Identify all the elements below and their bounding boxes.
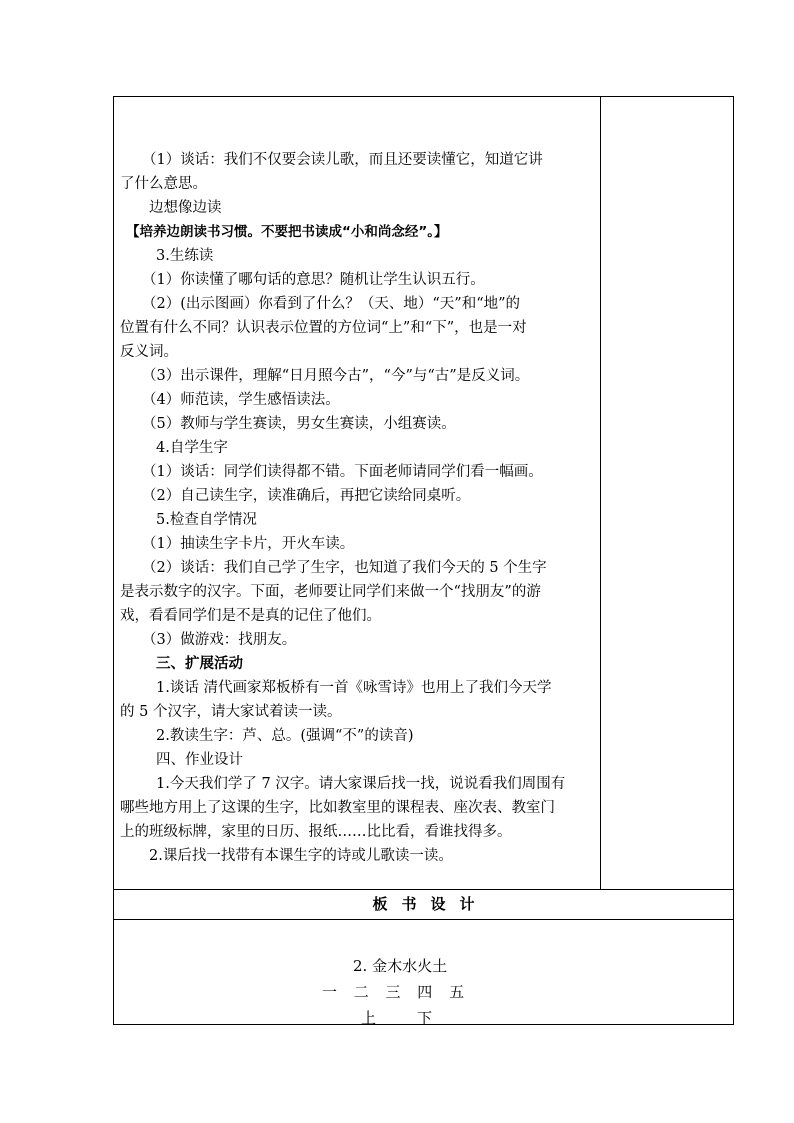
paragraph: 2.课后找一找带有本课生字的诗或儿歌读一读。 <box>149 848 453 864</box>
lesson-plan-table <box>113 96 734 1025</box>
section-heading: 3.生练读 <box>156 248 214 264</box>
paragraph: （1）谈话：同学们读得都不错。下面老师请同学们看一幅画。 <box>142 464 543 480</box>
paragraph: （4）师范读，学生感悟读法。 <box>142 392 340 408</box>
board-design <box>114 919 733 1027</box>
board-word-up: 上 <box>361 1009 377 1027</box>
paragraph: 上的班级标牌，家里的日历、报纸……比比看，看谁找得多。 <box>120 824 512 840</box>
paragraph: 位置有什么不同？认识表示位置的方位词“上”和“下”，也是一对 <box>120 320 527 336</box>
paragraph: 是表示数字的汉字。下面，老师要让同学们来做一个“找朋友”的游 <box>120 584 541 600</box>
paragraph: 2.教读生字：芦、总。(强调“不”的读音) <box>156 728 414 744</box>
paragraph: 1.谈话 清代画家郑板桥有一首《咏雪诗》也用上了我们今天学 <box>156 680 552 696</box>
board-lesson-title: 2. 金木水火土 <box>353 957 448 975</box>
paragraph: （5）教师与学生赛读，男女生赛读，小组赛读。 <box>142 416 456 432</box>
board-numbers: 一 二 三 四 五 <box>322 983 465 1001</box>
board-design-heading: 板书设计 <box>372 895 489 913</box>
teaching-note: 【培养边朗读书习惯。不要把书读成“小和尚念经”。】 <box>126 224 448 240</box>
section-heading: 四、作业设计 <box>156 752 243 768</box>
paragraph: （2）(出示图画）你看到了什么？（天、地）“天”和“地”的 <box>142 296 521 312</box>
paragraph: （3）出示课件，理解“日月照今古”，“今”与“古”是反义词。 <box>142 368 530 384</box>
section-heading: 4.自学生字 <box>156 440 228 456</box>
paragraph: （2）自己读生字，读准确后，再把它读给同桌听。 <box>142 488 471 504</box>
paragraph: （3）做游戏：找朋友。 <box>142 632 297 648</box>
paragraph: 1.今天我们学了 7 汉字。请大家课后找一找，说说看我们周围有 <box>156 776 566 792</box>
paragraph: 了什么意思。 <box>120 176 207 192</box>
paragraph: 反义词。 <box>120 344 178 360</box>
paragraph: （1）抽读生字卡片，开火车读。 <box>142 536 355 552</box>
paragraph: 戏，看看同学们是不是真的记住了他们。 <box>120 608 381 624</box>
paragraph: （1）谈话：我们不仅要会读儿歌，而且还要读懂它，知道它讲 <box>142 152 543 168</box>
paragraph: 的 5 个汉字，请大家试着读一读。 <box>120 704 342 720</box>
paragraph: 边想像边读 <box>149 200 222 216</box>
board-word-down: 下 <box>417 1009 433 1027</box>
paragraph: 哪些地方用上了这课的生字，比如教室里的课程表、座次表、教室门 <box>120 800 555 816</box>
lesson-content <box>120 148 596 868</box>
section-heading: 三、扩展活动 <box>156 655 243 672</box>
paragraph: （1）你读懂了哪句话的意思？随机让学生认识五行。 <box>142 272 485 288</box>
column-divider <box>600 97 601 889</box>
paragraph: （2）谈话：我们自己学了生字，也知道了我们今天的 5 个生字 <box>142 560 547 576</box>
section-heading: 5.检查自学情况 <box>156 512 257 528</box>
